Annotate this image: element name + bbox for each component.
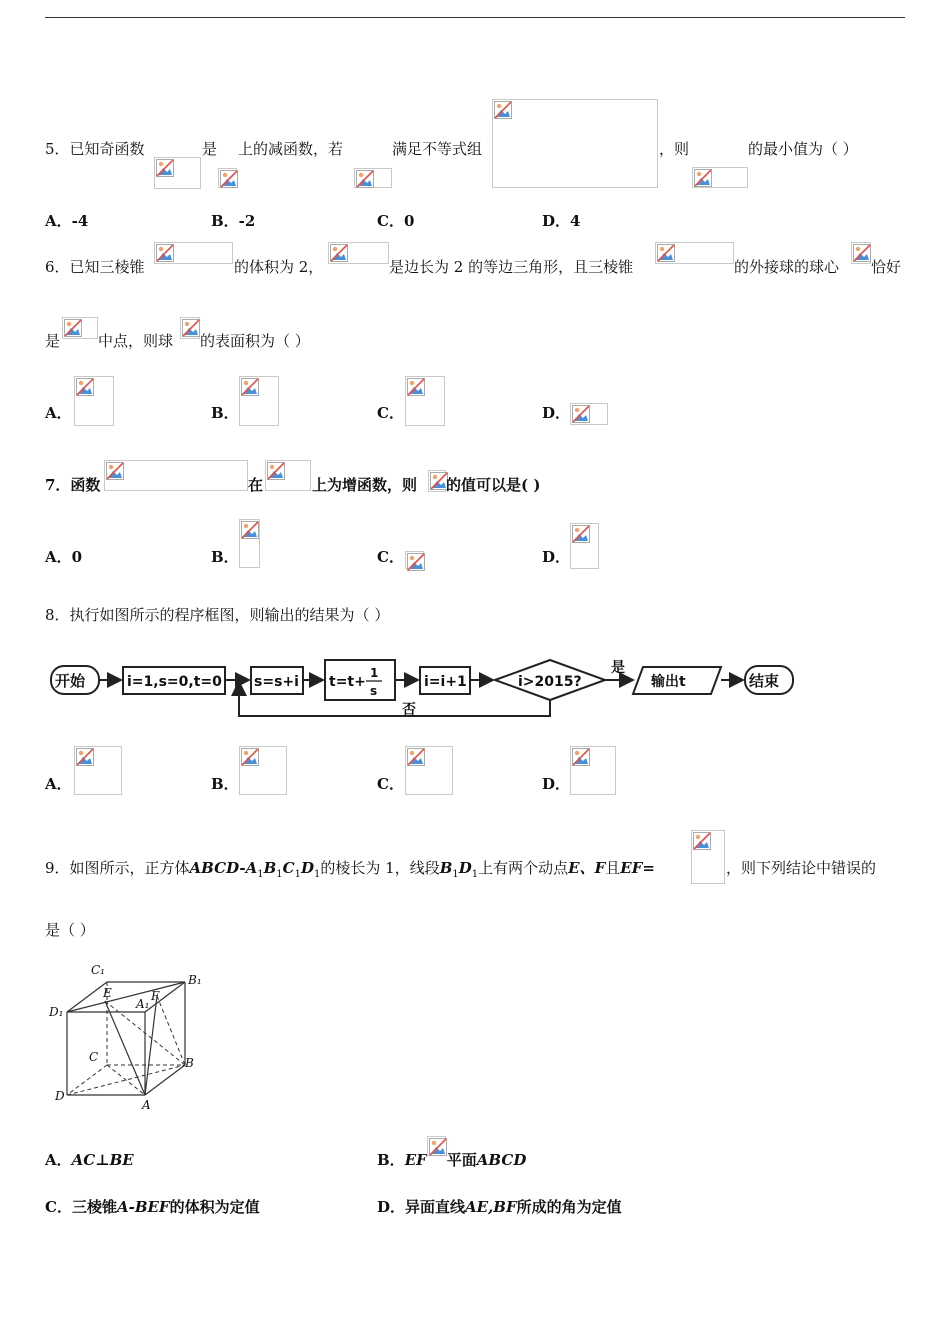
broken-image-icon bbox=[156, 244, 174, 262]
q5-text-d: 满足不等式组 bbox=[392, 140, 483, 158]
cube-label-a: A bbox=[142, 1098, 151, 1112]
q9-option-b-expr: EF bbox=[404, 1151, 427, 1169]
cube-label-e: E bbox=[103, 986, 112, 1000]
q7-option-b-image bbox=[239, 519, 260, 568]
q8-option-a: A． bbox=[45, 775, 72, 793]
q5-option-d: D．4 bbox=[542, 212, 581, 230]
flow-frac-num: 1 bbox=[370, 666, 379, 680]
header-rule bbox=[45, 17, 905, 18]
q6-text-h: 的表面积为（ ） bbox=[200, 332, 310, 350]
q7-option-c: C． bbox=[377, 548, 404, 566]
broken-image-icon bbox=[106, 462, 124, 480]
broken-image-icon bbox=[330, 244, 348, 262]
broken-image-icon bbox=[657, 244, 675, 262]
broken-image-icon bbox=[220, 170, 238, 188]
q5-option-a: A．-4 bbox=[45, 212, 89, 230]
flow-condition-label: i>2015? bbox=[518, 674, 582, 690]
flow-start-label: 开始 bbox=[55, 672, 86, 690]
flow-increment-label: i=i+1 bbox=[424, 674, 467, 690]
cube-label-f: F bbox=[151, 989, 160, 1003]
q9-option-d: D．异面直线AE,BF所成的角为定值 bbox=[377, 1198, 622, 1216]
q5-text-b: 是 bbox=[202, 140, 218, 158]
q5-text-f: 的最小值为（ ） bbox=[748, 140, 858, 158]
q5-option-b: B．-2 bbox=[211, 212, 256, 230]
q8-option-d: D． bbox=[542, 775, 571, 793]
flow-sum-label: s=s+i bbox=[254, 674, 299, 690]
broken-image-icon bbox=[694, 169, 712, 187]
q9-option-b-symbol-image bbox=[427, 1136, 446, 1156]
q6-option-c-image bbox=[405, 376, 445, 426]
flow-yes-label: 是 bbox=[611, 660, 625, 676]
q7-text-c: 上为增函数，则 bbox=[312, 476, 418, 494]
cube-label-b1: B₁ bbox=[188, 973, 202, 987]
broken-image-icon bbox=[267, 462, 285, 480]
q8-text: 8．执行如图所示的程序框图，则输出的结果为（ ） bbox=[45, 606, 390, 624]
q9-ef: EF= bbox=[620, 859, 655, 877]
q7-option-d: D． bbox=[542, 548, 571, 566]
q9-text-d: 且 bbox=[605, 859, 621, 877]
q8-option-b: B． bbox=[211, 775, 239, 793]
q7-text-b: 在 bbox=[248, 476, 264, 494]
broken-image-icon bbox=[76, 748, 94, 766]
q9-points: E、F bbox=[568, 859, 606, 877]
cube-label-d: D bbox=[55, 1089, 65, 1103]
q8-option-b-image bbox=[239, 746, 287, 795]
q9-text-a: 9．如图所示，正方体 bbox=[45, 859, 190, 877]
q5-text-c: 上的减函数，若 bbox=[238, 140, 344, 158]
q8-option-d-image bbox=[570, 746, 616, 795]
q6-option-b: B． bbox=[211, 404, 239, 422]
flow-no-label: 否 bbox=[402, 702, 416, 718]
q9-stem-line: 9．如图所示，正方体ABCD-$A_1B_1C_1D_1$的棱长为 1，线段$B_1D_1$上有两个动点E、F且EF= bbox=[45, 859, 655, 880]
q9-text-f: 是（ ） bbox=[45, 921, 95, 939]
q6-text-b: 的体积为 2， bbox=[234, 258, 324, 276]
q5-formula-image bbox=[154, 157, 201, 189]
q9-cube-name: ABCD-A bbox=[189, 859, 258, 877]
q6-formula-image bbox=[180, 317, 200, 339]
q5-text-e: ，则 bbox=[659, 140, 690, 158]
flow-frac-den: s bbox=[370, 684, 378, 698]
broken-image-icon bbox=[853, 244, 871, 262]
broken-image-icon bbox=[494, 101, 512, 119]
q6-text-c: 是边长为 2 的等边三角形，且三棱锥 bbox=[389, 258, 634, 276]
q6-option-b-image bbox=[239, 376, 279, 426]
q6-formula-image bbox=[655, 242, 734, 264]
flow-end-label: 结束 bbox=[749, 672, 780, 690]
broken-image-icon bbox=[572, 405, 590, 423]
broken-image-icon bbox=[64, 319, 82, 337]
q6-formula-image bbox=[328, 242, 389, 264]
q9-option-c: C．三棱锥A-BEF的体积为定值 bbox=[45, 1198, 260, 1216]
broken-image-icon bbox=[76, 378, 94, 396]
broken-image-icon bbox=[241, 521, 259, 539]
broken-image-icon bbox=[241, 748, 259, 766]
q7-option-b: B． bbox=[211, 548, 239, 566]
q9-option-b: B．EF 平面ABCD bbox=[377, 1151, 527, 1169]
q6-option-d: D． bbox=[542, 404, 571, 422]
q6-option-a-image bbox=[74, 376, 114, 426]
q5-option-c: C．0 bbox=[377, 212, 415, 230]
broken-image-icon bbox=[572, 525, 590, 543]
q7-text-d: 的值可以是( ) bbox=[446, 476, 541, 494]
q6-formula-image bbox=[851, 242, 871, 264]
q5-formula-image bbox=[692, 167, 748, 188]
q6-text-e: 恰好 bbox=[871, 258, 902, 276]
q7-formula-image bbox=[428, 470, 446, 492]
broken-image-icon bbox=[407, 553, 425, 571]
q6-option-a: A． bbox=[45, 404, 72, 422]
q5-formula-image bbox=[354, 168, 392, 188]
q8-option-c: C． bbox=[377, 775, 404, 793]
q9-option-a: A．AC⊥BE bbox=[45, 1151, 134, 1169]
broken-image-icon bbox=[693, 832, 711, 850]
q8-option-a-image bbox=[74, 746, 122, 795]
q5-formula-image bbox=[218, 168, 237, 188]
broken-image-icon bbox=[241, 378, 259, 396]
q9-text-b: 的棱长为 1，线段 bbox=[320, 859, 440, 877]
q8-option-c-image bbox=[405, 746, 453, 795]
q6-formula-image bbox=[154, 242, 233, 264]
q6-text-f: 是 bbox=[45, 332, 61, 350]
q5-inequality-system-image bbox=[492, 99, 658, 188]
flowchart bbox=[45, 650, 805, 722]
q7-option-c-image bbox=[405, 551, 424, 569]
q7-option-a: A．0 bbox=[45, 548, 83, 566]
broken-image-icon bbox=[156, 159, 174, 177]
q9-text-e: ，则下列结论中错误的 bbox=[726, 859, 877, 877]
q9-ef-value-image bbox=[691, 830, 725, 884]
broken-image-icon bbox=[407, 748, 425, 766]
cube-figure bbox=[45, 960, 215, 1115]
broken-image-icon bbox=[356, 170, 374, 188]
broken-image-icon bbox=[182, 319, 200, 337]
q6-text-d: 的外接球的球心 bbox=[734, 258, 840, 276]
q7-option-d-image bbox=[570, 523, 599, 569]
flow-init-label: i=1,s=0,t=0 bbox=[127, 674, 222, 690]
q6-text-g: 中点，则球 bbox=[98, 332, 174, 350]
cube-label-b: B bbox=[185, 1056, 194, 1070]
q6-option-d-image bbox=[570, 403, 608, 425]
q5-text-a: 5．已知奇函数 bbox=[45, 140, 145, 158]
flow-output-label: 输出t bbox=[651, 674, 686, 690]
q7-formula-image bbox=[265, 460, 311, 491]
q6-option-c: C． bbox=[377, 404, 404, 422]
cube-label-c: C bbox=[89, 1050, 99, 1064]
q9-option-a-expr: AC⊥BE bbox=[71, 1151, 134, 1169]
q7-formula-image bbox=[104, 460, 248, 491]
q6-text-a: 6．已知三棱锥 bbox=[45, 258, 145, 276]
q9-option-d-expr: AE,BF bbox=[465, 1198, 517, 1216]
broken-image-icon bbox=[572, 748, 590, 766]
flow-t-label: t=t+ bbox=[329, 674, 366, 690]
q7-text-a: 7．函数 bbox=[45, 476, 101, 494]
q9-option-c-expr: A-BEF bbox=[116, 1198, 170, 1216]
cube-label-a1: A₁ bbox=[136, 997, 150, 1011]
q6-formula-image bbox=[62, 317, 98, 339]
cube-label-d1: D₁ bbox=[49, 1005, 64, 1019]
broken-image-icon bbox=[429, 1138, 447, 1156]
broken-image-icon bbox=[407, 378, 425, 396]
cube-label-c1: C₁ bbox=[91, 963, 105, 977]
q9-text-c: 上有两个动点 bbox=[478, 859, 569, 877]
